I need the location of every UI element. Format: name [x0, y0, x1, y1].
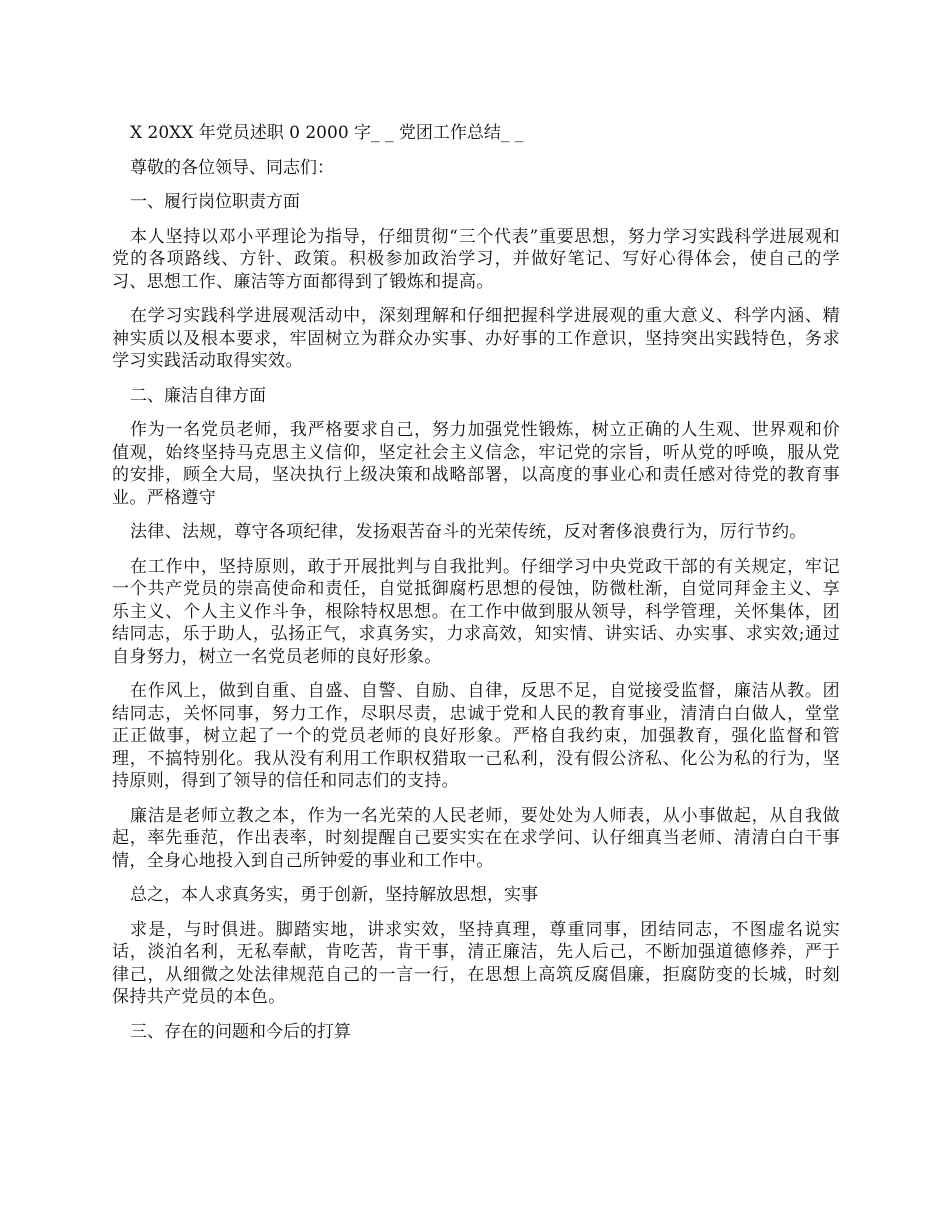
- paragraph: 本人坚持以邓小平理论为指导，仔细贯彻“三个代表”重要思想，努力学习实践科学进展观和党的各项路线、方针、政策。积极参加政治学习，并做好笔记、写好心得体会，使自己的学习、思想工作、廉洁等方面都得到了锻炼和提高。: [112, 226, 840, 292]
- paragraph: 在学习实践科学进展观活动中，深刻理解和仔细把握科学进展观的重大意义、科学内涵、精神实质以及根本要求，牢固树立为群众办实事、办好事的工作意识，坚持突出实践特色，务求学习实践活动取得实效。: [112, 306, 840, 371]
- document-page: [112, 122, 840, 1055]
- paragraph: 廉洁是老师立教之本，作为一名光荣的人民老师，要处处为人师表，从小事做起，从自我做起，率先垂范，作出表率，时刻提醒自己要实实在在求学问、认仔细真当老师、清清白白干事情，全身心地投入到自己所钟爱的事业和工作中。: [112, 805, 840, 871]
- section-heading-3: 三、存在的问题和今后的打算: [130, 1021, 351, 1042]
- paragraph: 求是，与时俱进。脚踏实地，讲求实效，坚持真理，尊重同事，团结同志，不图虚名说实话，淡泊名利，无私奉献，肯吃苦，肯干事，清正廉洁，先人后己，不断加强道德修养，严于律己，从细微之处法律规范自己的一言一行，在思想上高筑反腐倡廉，拒腐防变的长城，时刻保持共产党员的本色。: [112, 919, 840, 1007]
- greeting: 尊敬的各位领导、同志们：: [130, 157, 334, 178]
- paragraph: 在作风上，做到自重、自盛、自警、自励、自律，反思不足，自觉接受监督，廉洁从教。团结同志，关怀同事，努力工作，尽职尽责，忠诚于党和人民的教育事业，清清白白做人，堂堂正正做事，树立起了一个的党员老师的良好形象。严格自我约束，加强教育，强化监督和管理，不搞特别化。我从没有利用工作职权猎取一己私利，没有假公济私、化公为私的行为，坚持原则，得到了领导的信任和同志们的支持。: [112, 681, 840, 791]
- section-heading-2: 二、廉洁自律方面: [130, 385, 266, 406]
- paragraph: 总之，本人求真务实，勇于创新，坚持解放思想，实事: [130, 885, 538, 905]
- paragraph: 在工作中，坚持原则，敢于开展批判与自我批判。仔细学习中央党政干部的有关规定，牢记一个共产党员的崇高使命和责任，自觉抵御腐朽思想的侵蚀，防微杜渐，自觉同拜金主义、享乐主义、个人主义作斗争，根除特权思想。在工作中做到服从领导，科学管理，关怀集体，团结同志，乐于助人，弘扬正气，求真务实，力求高效，知实情、讲实话、办实事、求实效;通过自身努力，树立一名党员老师的良好形象。: [112, 556, 840, 667]
- document-title: X 20XX 年党员述职 0 2000 字_ _ 党团工作总结_ _: [130, 123, 524, 143]
- paragraph: 法律、法规，尊守各项纪律，发扬艰苦奋斗的光荣传统，反对奢侈浪费行为，厉行节约。: [130, 522, 807, 542]
- section-heading-1: 一、履行岗位职责方面: [130, 192, 300, 212]
- paragraph: 作为一名党员老师，我严格要求自己，努力加强党性锻炼，树立正确的人生观、世界观和价值观，始终坚持马克思主义信仰，坚定社会主义信念，牢记党的宗旨，听从党的呼唤，服从党的安排，顾全大局，坚决执行上级决策和战略部署，以高度的事业心和责任感对待党的教育事业。严格遵守: [112, 420, 840, 508]
